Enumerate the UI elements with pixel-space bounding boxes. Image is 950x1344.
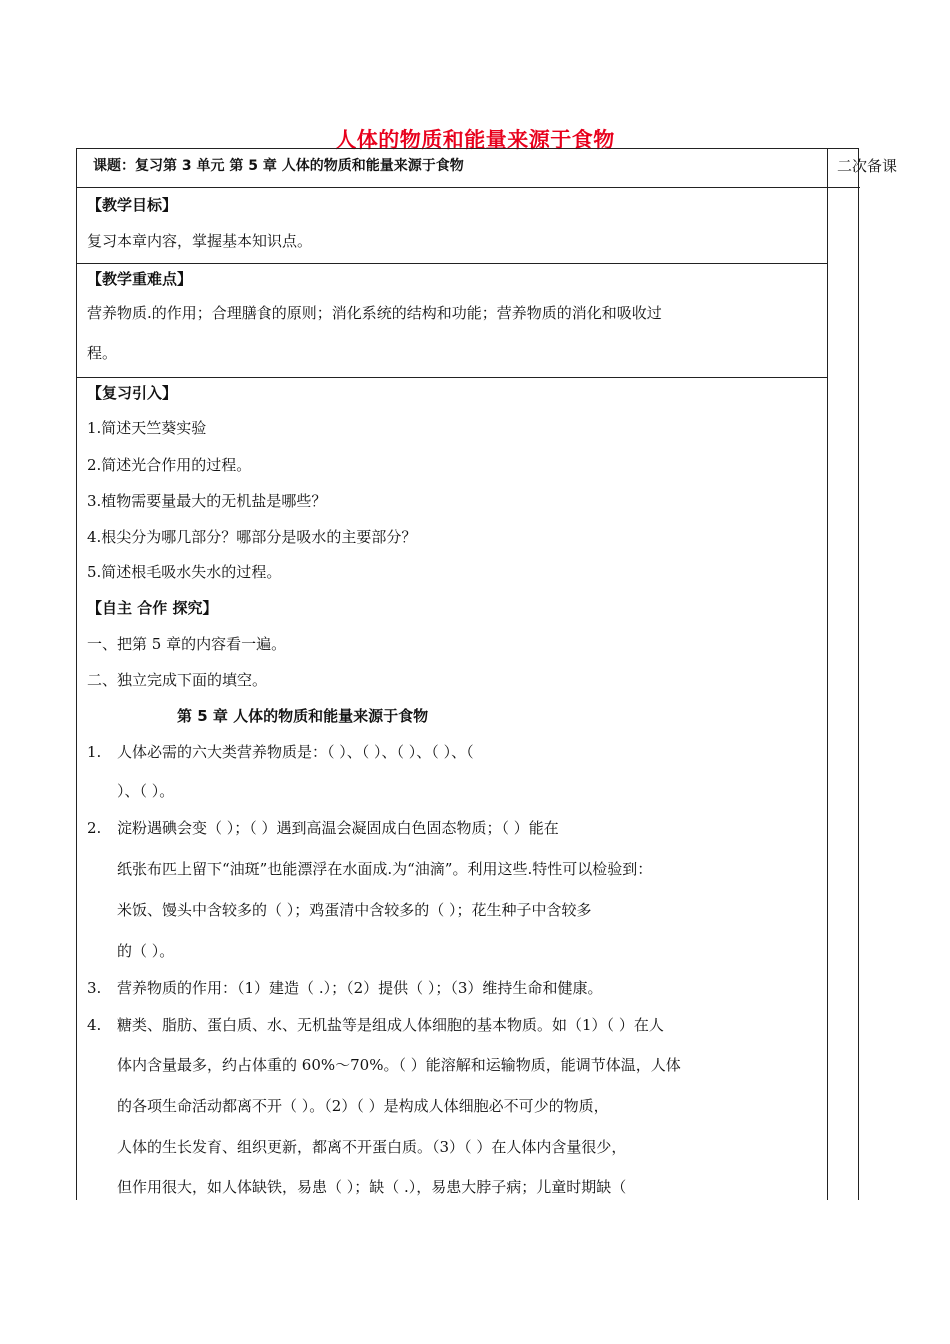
explore-heading: 【自主 合作 探究】: [87, 599, 218, 617]
review-item: 1.简述天竺葵实验: [87, 419, 207, 437]
review-heading: 【复习引入】: [87, 384, 178, 402]
question-2-line-1: 淀粉遇碘会变（ ）；（ ）遇到高温会凝固成白色固态物质；（ ）能在: [117, 819, 559, 837]
review-item: 2.简述光合作用的过程。: [87, 456, 252, 474]
question-1-line-2: ）、（ ）。: [117, 782, 175, 800]
question-number: 2.: [87, 819, 102, 837]
review-item: 3.植物需要量最大的无机盐是哪些？: [87, 492, 327, 510]
objectives-heading: 【教学目标】: [87, 196, 178, 214]
question-4-line-4: 人体的生长发育、组织更新，都离不开蛋白质。（3）（ ）在人体内含量很少，: [117, 1138, 627, 1156]
chapter-title: 第 5 章 人体的物质和能量来源于食物: [177, 707, 429, 725]
question-4-line-1: 糖类、脂肪、蛋白质、水、无机盐等是组成人体细胞的基本物质。如（1）（ ）在人: [117, 1016, 664, 1034]
explore-step-2: 二、独立完成下面的填空。: [87, 671, 268, 689]
question-2-line-3: 米饭、馒头中含较多的（ ）；鸡蛋清中含较多的（ ）；花生种子中含较多: [117, 901, 592, 919]
row-divider: [77, 263, 827, 264]
lesson-topic: 课题：复习第 3 单元 第 5 章 人体的物质和能量来源于食物: [93, 158, 464, 174]
row-divider: [77, 187, 860, 188]
question-3-line-1: 营养物质的作用：（1）建造（ .）；（2）提供（ ）；（3）维持生命和健康。: [117, 979, 603, 997]
review-item: 5.简述根毛吸水失水的过程。: [87, 563, 282, 581]
question-1-line-1: 人体必需的六大类营养物质是：（ ）、（ ）、（ ）、（ ）、（: [117, 743, 474, 761]
question-4-line-2: 体内含量最多，约占体重的 60%～70%。（ ）能溶解和运输物质，能调节体温，人体: [117, 1056, 681, 1074]
question-number: 1.: [87, 743, 102, 761]
question-number: 3.: [87, 979, 102, 997]
side-column-divider: [827, 149, 828, 1200]
objectives-text: 复习本章内容，掌握基本知识点。: [87, 232, 313, 250]
explore-step-1: 一、把第 5 章的内容看一遍。: [87, 635, 287, 653]
review-item: 4.根尖分为哪几部分？哪部分是吸水的主要部分？: [87, 528, 417, 546]
key-points-heading: 【教学重难点】: [87, 270, 193, 288]
row-divider: [77, 377, 827, 378]
question-number: 4.: [87, 1016, 102, 1034]
lesson-table: [76, 148, 898, 1200]
question-4-line-3: 的各项生命活动都离不开（ ）。（2）（ ）是构成人体细胞必不可少的物质，: [117, 1097, 609, 1115]
question-2-line-4: 的（ ）。: [117, 942, 175, 960]
question-2-line-2: 纸张布匹上留下“油斑”也能漂浮在水面成.为“油滴”。利用这些.特性可以检验到：: [117, 860, 653, 878]
secondary-prep-label: 二次备课: [837, 157, 898, 175]
document-title: 人体的物质和能量来源于食物: [335, 128, 615, 152]
key-points-line-2: 程。: [87, 344, 118, 362]
key-points-line-1: 营养物质.的作用；合理膳食的原则；消化系统的结构和功能；营养物质的消化和吸收过: [87, 304, 662, 322]
question-4-line-5: 但作用很大，如人体缺铁，易患（ ）；缺（ .），易患大脖子病；儿童时期缺（: [117, 1178, 627, 1196]
